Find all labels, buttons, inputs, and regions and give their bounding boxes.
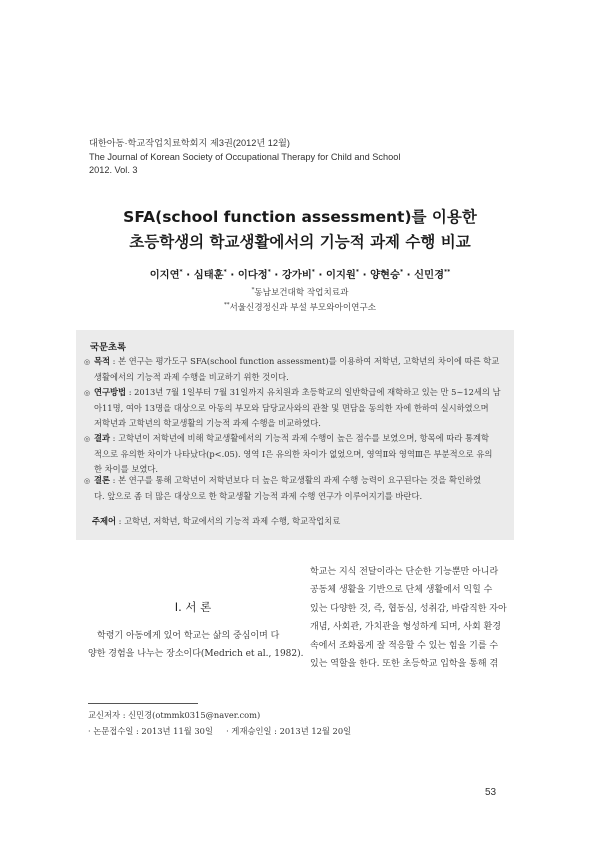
journal-info <box>89 137 400 178</box>
affiliation-1 <box>0 286 600 298</box>
author-name: 이지연 <box>149 269 180 281</box>
abstract-sep: : <box>110 475 119 485</box>
abstract-line: 생활에서의 기능적 과제 수행을 비교하기 위한 것이다. <box>94 372 289 383</box>
bullet-icon: ◎ <box>84 358 91 366</box>
journal-english-name: The Journal of Korean Society of Occupational Therapy for Child and School <box>89 151 401 162</box>
author-name: 이다정 <box>237 269 268 281</box>
abstract-purpose <box>84 354 504 385</box>
keywords-text: : 고학년, 저학년, 학교에서의 기능적 과제 수행, 학교작업치료 <box>116 516 341 526</box>
author-name: 이지원 <box>326 269 356 281</box>
bullet-icon: ◎ <box>84 389 91 397</box>
body-line: 양한 경험을 나누는 장소이다(Medrich et al., 1982). <box>88 649 304 660</box>
author-name: 양현승 <box>370 269 400 281</box>
journal-volume: 2012. Vol. 3 <box>89 165 138 175</box>
author-mark: * <box>355 268 359 276</box>
abstract-line: 고학년이 저학년에 비해 학교생활에서의 기능적 과제 수행이 높은 점수를 보였으며, 항목에 따라 통계학 <box>118 433 490 443</box>
bullet-icon: ◎ <box>84 477 91 485</box>
affiliation-mark: * <box>251 287 255 294</box>
abstract-line: 다. 앞으로 좀 더 많은 대상으로 한 학교생활 기능적 과제 수행 연구가 이루어지기를 바란다. <box>94 491 423 502</box>
author-name: 신민경 <box>414 269 445 281</box>
affiliation-text: 서울신경정신과 부설 부모와아이연구소 <box>229 303 377 313</box>
footnote-rule <box>88 703 198 704</box>
abstract-heading: 국문초록 <box>90 342 126 353</box>
affiliation-text: 동남보건대학 작업치료과 <box>254 288 349 298</box>
abstract-label: 결론 <box>94 475 111 485</box>
abstract-box <box>76 330 514 540</box>
body-line: 학교는 지식 전달이라는 단순한 기능뿐만 아니라 <box>310 567 499 577</box>
affiliation-mark: ** <box>223 302 230 309</box>
abstract-sep: : <box>110 433 119 443</box>
paper-title-line-2: 초등학생의 학교생활에서의 기능적 과제 수행 비교 <box>129 233 471 251</box>
corresponding-author: 교신저자 : 신민경(otmmk0315@naver.com) <box>88 710 261 720</box>
author-mark: * <box>399 268 404 276</box>
author-list: 이지연* · 심태훈* · 이다정* · 강가비* · 이지원* · 양현승* · 신민경** <box>149 268 451 281</box>
bullet-icon: ◎ <box>84 435 91 443</box>
abstract-conclusion <box>84 473 504 504</box>
right-column <box>310 563 516 673</box>
abstract-label: 결과 <box>94 433 111 443</box>
paper-title-line-1: SFA(school function assessment)를 이용한 <box>123 208 477 226</box>
accepted-date: · 게재승인일 : 2013년 12월 20일 <box>226 726 352 736</box>
abstract-results <box>84 431 504 478</box>
page-number: 53 <box>485 787 497 798</box>
body-line: 개념, 사회관, 가치관을 형성하게 되며, 사회 환경 <box>310 622 501 633</box>
abstract-line: 아11명, 여아 13명을 대상으로 아동의 부모와 담당교사와의 관찰 및 면담을 동의한 자에 한하여 실시하였으며 <box>94 403 489 414</box>
author-mark: * <box>311 268 315 276</box>
received-date: · 논문접수일 : 2013년 11월 30일 <box>88 726 213 736</box>
abstract-line: 적으로 유의한 차이가 나타났다(p<.05). 영역 Ⅰ은 유의한 차이가 없었으며, 영역Ⅱ와 영역Ⅲ은 부분적으로 유의 <box>94 449 493 460</box>
journal-korean-name: 대한아동·학교작업치료학회지 제3권(2012년 12월) <box>89 138 290 148</box>
affiliation-2 <box>0 301 600 313</box>
body-line: 있는 역할을 한다. 또한 초등학교 입학을 통해 겪 <box>310 659 499 670</box>
abstract-sep: : <box>126 387 135 397</box>
author-mark: ** <box>444 268 451 276</box>
author-mark: * <box>223 268 227 276</box>
author-name: 심태훈 <box>193 269 224 281</box>
author-name: 강가비 <box>281 269 312 281</box>
paper-title <box>0 205 600 255</box>
abstract-sep: : <box>110 356 119 366</box>
submission-dates <box>88 725 351 737</box>
abstract-line: 2013년 7월 1일부터 7월 31일까지 유치원과 초등학교의 일반학급에 재학하고 있는 만 5~12세의 남 <box>134 387 501 397</box>
keywords-label: 주제어 <box>92 516 117 526</box>
author-mark: * <box>179 268 183 276</box>
body-line: 공동체 생활을 기반으로 단체 생활에서 익힐 수 <box>310 585 493 596</box>
abstract-label: 연구방법 <box>94 387 127 397</box>
abstract-line: 본 연구는 평가도구 SFA(school function assessment)를 이용하여 저학년, 고학년의 차이에 따른 학교 <box>118 356 500 366</box>
body-line: 학령기 아동에게 있어 학교는 삶의 중심이며 다 <box>97 631 280 641</box>
abstract-line: 본 연구를 통해 고학년이 저학년보다 더 높은 학교생활의 과제 수행 능력이 요구된다는 것을 확인하였 <box>118 475 482 485</box>
author-mark: * <box>267 268 271 276</box>
body-line: 있는 다양한 것, 즉, 협동심, 성취감, 바람직한 자아 <box>310 603 507 614</box>
abstract-label: 목적 <box>94 356 111 366</box>
body-line: 속에서 조화롭게 잘 적응할 수 있는 힘을 기를 수 <box>310 640 499 651</box>
keywords <box>92 515 340 527</box>
abstract-line: 저학년과 고학년의 학교생활의 기능적 과제 수행을 비교하였다. <box>94 418 321 429</box>
abstract-line: 한 차이를 보였다. <box>94 464 159 475</box>
left-column <box>88 627 304 664</box>
section-title: Ⅰ. 서 론 <box>174 600 212 614</box>
abstract-method <box>84 385 504 432</box>
